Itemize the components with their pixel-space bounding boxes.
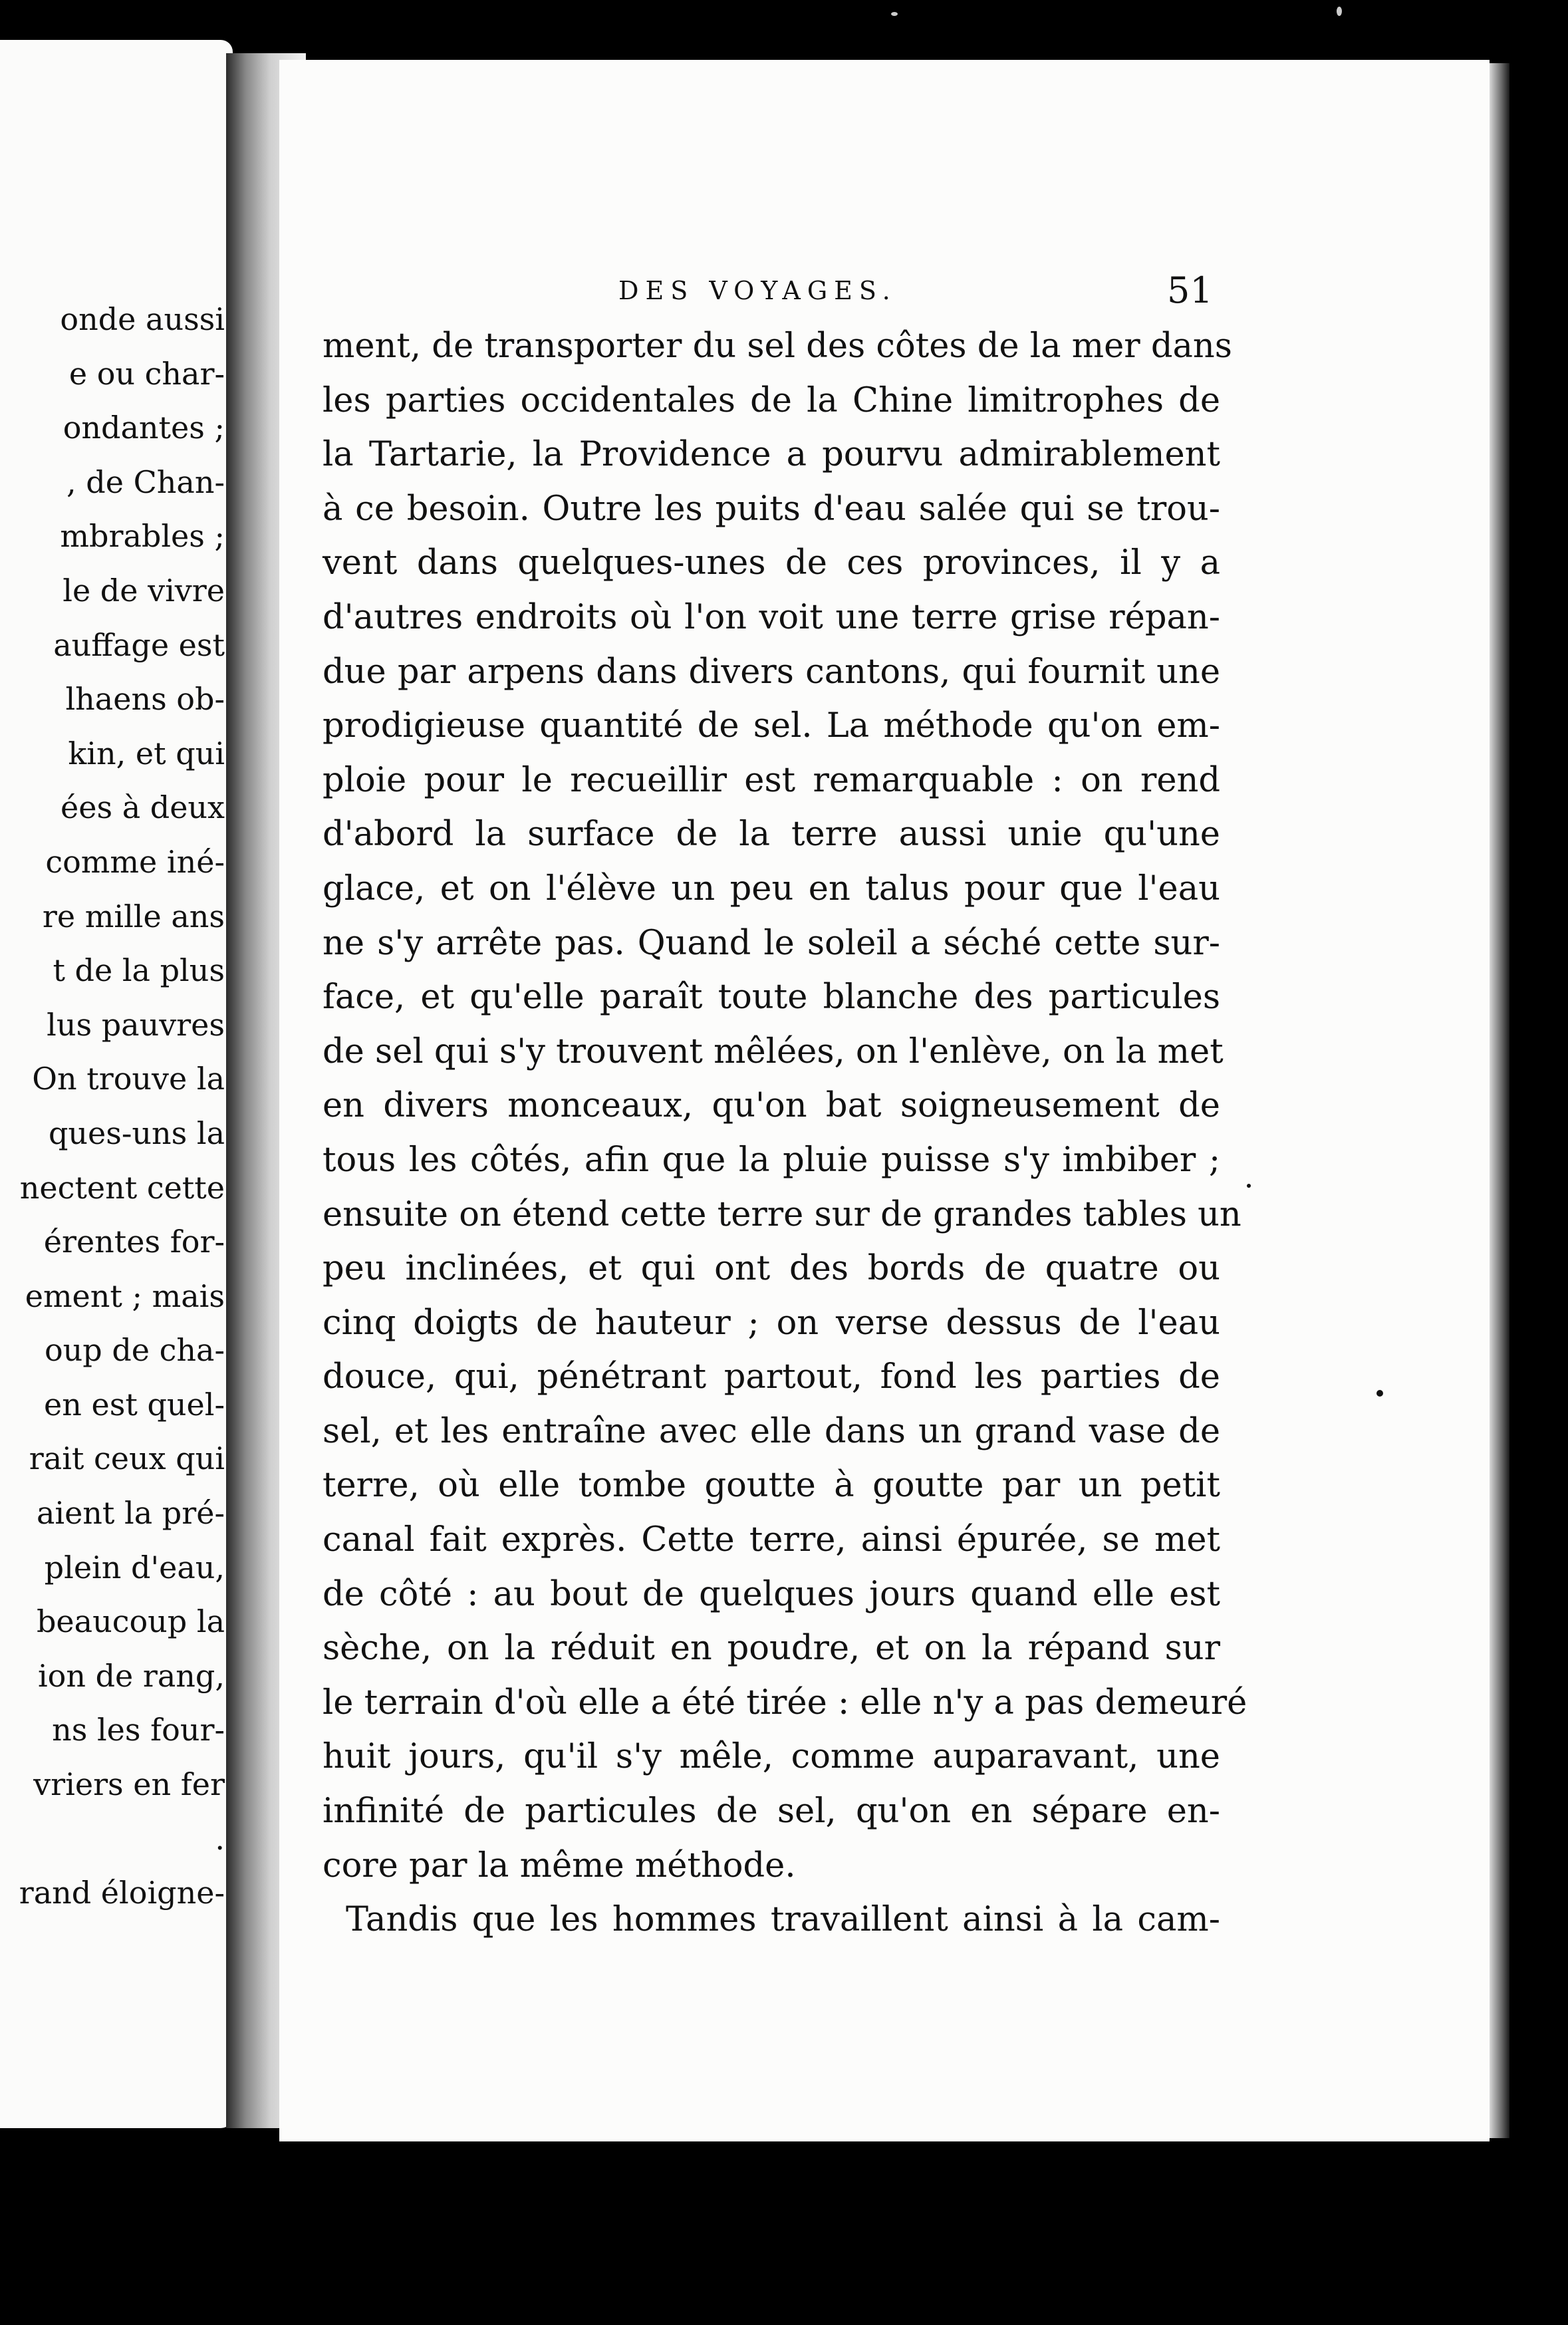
left-line: ées à deux xyxy=(61,789,225,826)
text-line: face, et qu'elle paraît toute blanche des particules xyxy=(323,978,1220,1018)
left-line: e ou char- xyxy=(68,355,225,392)
left-line: en est quel- xyxy=(44,1386,225,1423)
text-line: ne s'y arrête pas. Quand le soleil a séché cette sur- xyxy=(323,923,1220,963)
left-line: comme iné- xyxy=(45,843,225,880)
text-line: vent dans quelques-unes de ces provinces, il y a xyxy=(323,543,1220,583)
text-line: de côté : au bout de quelques jours quand elle est xyxy=(323,1574,1220,1614)
text-line: les parties occidentales de la Chine limitrophes de xyxy=(323,380,1220,420)
left-line: érentes for- xyxy=(43,1224,225,1260)
ink-speck xyxy=(1376,1390,1383,1397)
left-line: lhaens ob- xyxy=(65,681,225,718)
text-line: sel, et les entraîne avec elle dans un grand vase de xyxy=(323,1411,1220,1451)
left-line: , de Chan- xyxy=(66,464,225,500)
left-line: re mille ans xyxy=(42,898,225,934)
left-line: ques-uns la xyxy=(48,1115,225,1151)
left-line: rand éloigne- xyxy=(19,1875,225,1911)
text-line: d'abord la surface de la terre aussi unie qu'une xyxy=(323,815,1220,855)
ink-speck xyxy=(1247,1184,1251,1188)
text-line: due par arpens dans divers cantons, qui fournit une xyxy=(323,652,1220,692)
text-line: canal fait exprès. Cette terre, ainsi épurée, se met xyxy=(323,1520,1220,1560)
left-line: lus pauvres xyxy=(47,1006,225,1043)
text-line: sèche, on la réduit en poudre, et on la répand sur xyxy=(323,1629,1220,1669)
ink-speck xyxy=(891,12,898,16)
left-line: aient la pré- xyxy=(36,1495,225,1532)
text-line: infinité de particules de sel, qu'on en sépare en- xyxy=(323,1792,1220,1832)
left-line: . xyxy=(215,1820,225,1857)
text-line: douce, qui, pénétrant partout, fond les parties de xyxy=(323,1357,1220,1397)
left-page xyxy=(0,40,233,2128)
left-line: onde aussi xyxy=(60,301,225,337)
text-line: glace, et on l'élève un peu en talus pour que l'eau xyxy=(323,869,1220,908)
text-line: cinq doigts de hauteur ; on verse dessus de l'eau xyxy=(323,1303,1220,1343)
left-line: ement ; mais xyxy=(25,1278,225,1314)
left-line: ion de rang, xyxy=(37,1657,225,1694)
text-line: tous les côtés, afin que la pluie puisse s'y imbiber ; xyxy=(323,1140,1220,1180)
left-line: nectent cette xyxy=(19,1169,225,1206)
body-text xyxy=(323,319,1247,1947)
page-number: 51 xyxy=(1167,269,1213,311)
text-line: prodigieuse quantité de sel. La méthode qu'on em- xyxy=(323,706,1220,746)
text-line: Tandis que les hommes travaillent ainsi à la cam- xyxy=(346,1900,1220,1940)
left-line: vriers en fer xyxy=(33,1766,225,1803)
text-line: la Tartarie, la Providence a pourvu admirablement xyxy=(323,435,1220,475)
ink-speck xyxy=(1337,7,1342,16)
text-line: ploie pour le recueillir est remarquable : on rend xyxy=(323,760,1220,800)
left-line: t de la plus xyxy=(53,952,225,989)
text-line: à ce besoin. Outre les puits d'eau salée qui se trou- xyxy=(323,489,1220,529)
left-line: rait ceux qui xyxy=(29,1440,225,1477)
text-line: huit jours, qu'il s'y mêle, comme auparavant, une xyxy=(323,1737,1220,1777)
text-line: ensuite on étend cette terre sur de grandes tables un xyxy=(323,1194,1241,1234)
left-line: oup de cha- xyxy=(44,1332,225,1369)
left-line: beaucoup la xyxy=(36,1603,225,1640)
text-line: le terrain d'où elle a été tirée : elle n'y a pas demeuré xyxy=(323,1683,1247,1722)
left-line: plein d'eau, xyxy=(44,1549,225,1585)
text-line: ment, de transporter du sel des côtes de la mer dans xyxy=(323,327,1232,366)
text-line: d'autres endroits où l'on voit une terre grise répan- xyxy=(323,597,1220,637)
left-line: ns les four- xyxy=(52,1712,225,1748)
running-head: DES VOYAGES. xyxy=(618,276,897,305)
text-line: core par la même méthode. xyxy=(323,1846,796,1885)
left-page-text xyxy=(19,293,225,1921)
left-line: auffage est xyxy=(53,626,225,663)
left-line: ondantes ; xyxy=(63,410,225,446)
left-line: le de vivre xyxy=(63,572,225,609)
text-line: en divers monceaux, qu'on bat soigneusement de xyxy=(323,1086,1220,1126)
left-line: On trouve la xyxy=(32,1061,225,1097)
text-line: peu inclinées, et qui ont des bords de quatre ou xyxy=(323,1249,1220,1289)
left-line: kin, et qui xyxy=(68,735,225,771)
left-line: mbrables ; xyxy=(60,518,225,555)
text-line: terre, où elle tombe goutte à goutte par un petit xyxy=(323,1466,1220,1506)
text-line: de sel qui s'y trouvent mêlées, on l'enlève, on la met xyxy=(323,1031,1224,1071)
page-edge-shadow xyxy=(1490,63,1509,2138)
